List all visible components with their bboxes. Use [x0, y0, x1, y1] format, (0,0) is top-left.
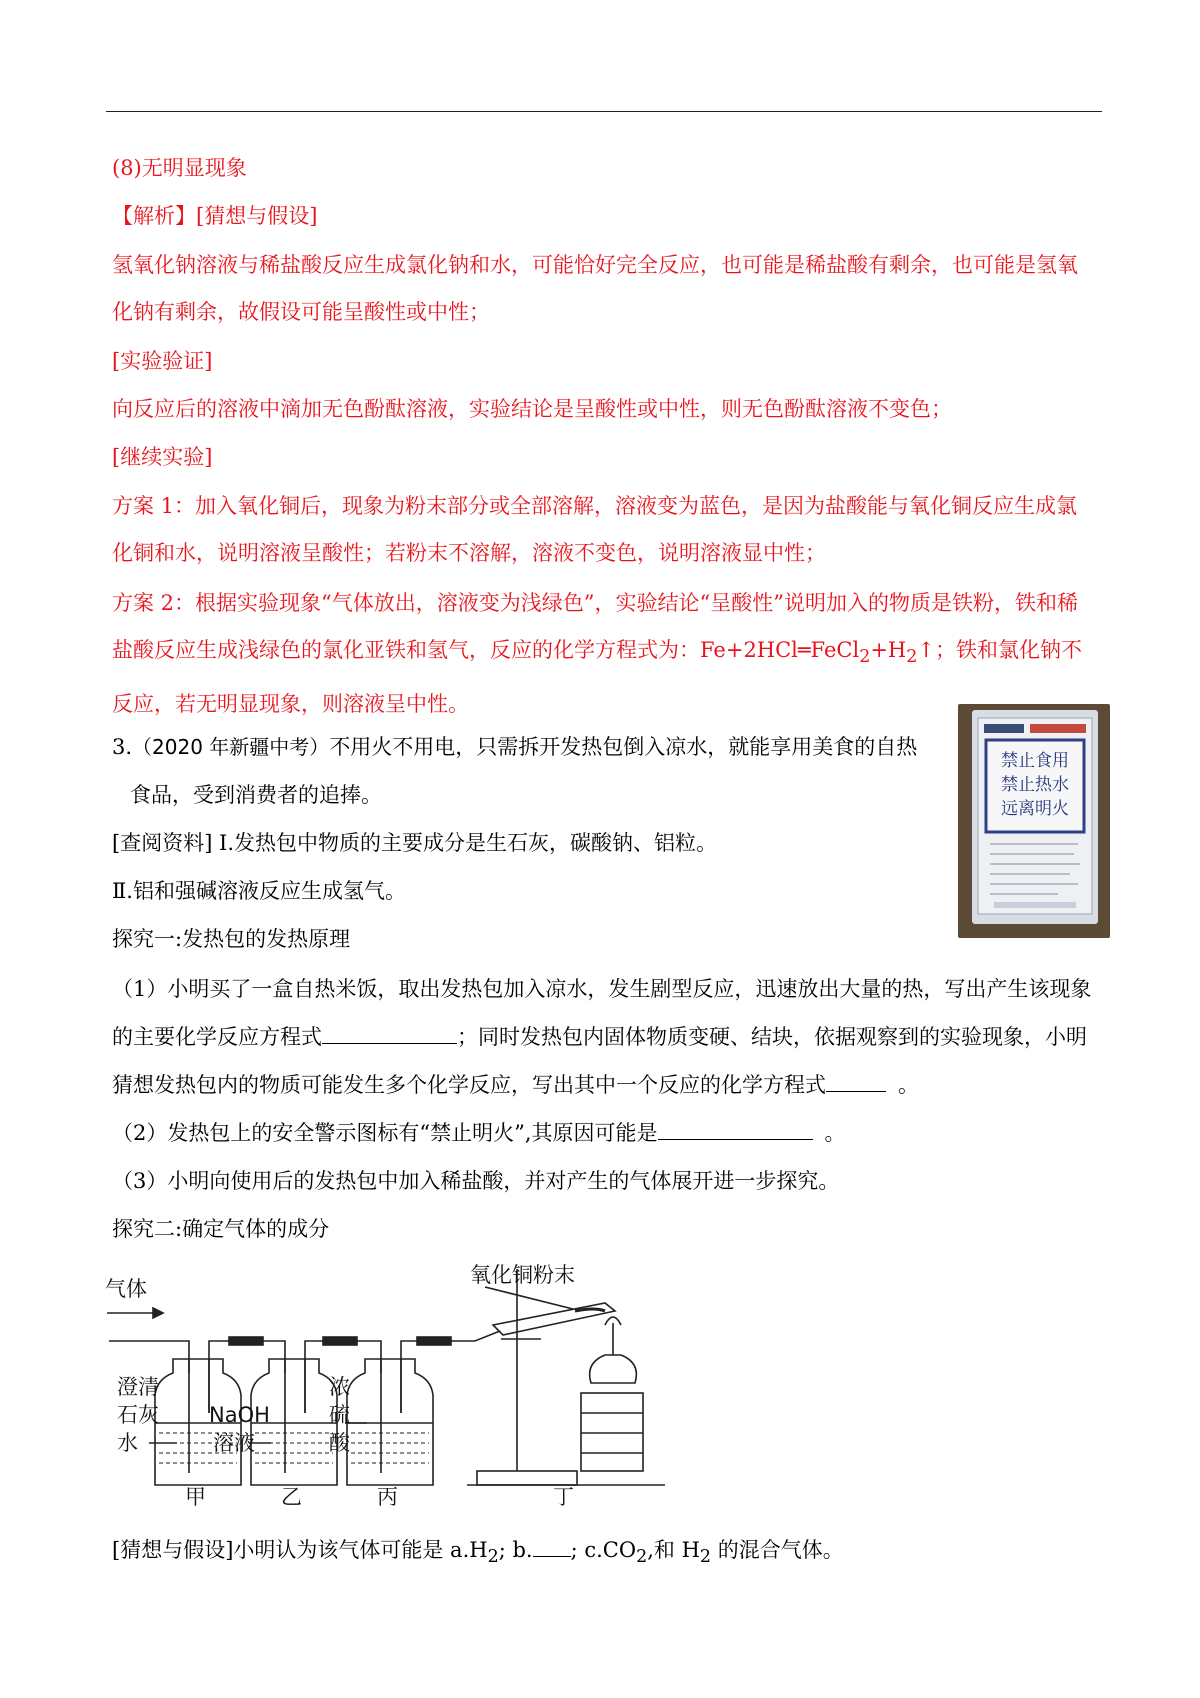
hypothesis-part: ; c.CO — [570, 1538, 637, 1562]
plan-2-text — [112, 580, 1098, 728]
sub-question-1-text: ；同时发热包内固体物质变硬、结块，依据观察到的实验现象，小明猜想发热包内的物质可能发生多个化学反应，写出其中一个反应的化学方程式 — [112, 1025, 1087, 1097]
header-rule — [106, 111, 1102, 112]
explore-1-title: 探究一:发热包的发热原理 — [112, 927, 351, 951]
hypothesis-part: 的混合气体。 — [711, 1538, 844, 1562]
sub-question-1-end: 。 — [898, 1073, 919, 1097]
limewater-label-3: 水 — [117, 1431, 138, 1455]
apparatus-diagram — [105, 1263, 745, 1511]
plan-1-text: 方案 1：加入氧化铜后，现象为粉末部分或全部溶解，溶液变为蓝色，是因为盐酸能与氧化铜反应生成氯化铜和水，说明溶液呈酸性；若粉末不溶解，溶液不变色，说明溶液显中性； — [112, 494, 1078, 565]
guess-section-label: [猜想与假设] — [196, 204, 318, 228]
naoh-label-1: NaOH — [209, 1403, 270, 1427]
limewater-label-1: 澄清 — [117, 1375, 159, 1399]
verify-section-title: [实验验证] — [112, 349, 213, 373]
continue-section-title: [继续实验] — [112, 445, 213, 469]
sub-question-2-end: 。 — [824, 1121, 846, 1145]
question-3-stem-line2: 食品，受到消费者的追捧。 — [130, 783, 382, 807]
plan-2-part: 方案 2：根据实验现象“气体放出，溶液变为浅绿色”，实验结论“呈酸性”说明加入的物质是铁粉，铁和稀盐酸反应生成浅绿色的氯化亚铁和氢气，反应的化学方程式为：Fe+2HCl═FeCl — [112, 591, 1078, 662]
pack-warning-line2: 禁止热水 — [1001, 775, 1069, 795]
heating-pack-photo — [958, 704, 1110, 938]
naoh-label-2: 溶液 — [213, 1431, 255, 1455]
pack-warning-line1: 禁止食用 — [1001, 751, 1069, 771]
sub-question-2-text: （2）发热包上的安全警示图标有“禁止明火”,其原因可能是 — [112, 1121, 658, 1145]
station-ding: 丁 — [553, 1485, 574, 1509]
pack-warning-line3: 远离明火 — [1001, 799, 1069, 819]
answer-blank[interactable] — [322, 1021, 457, 1044]
verify-section-text: 向反应后的溶液中滴加无色酚酞溶液，实验结论是呈酸性或中性，则无色酚酞溶液不变色； — [112, 397, 952, 421]
station-bing: 丙 — [377, 1485, 398, 1509]
reference-2: Ⅱ.铝和强碱溶液反应生成氢气。 — [112, 879, 406, 903]
hypothesis-part: ,和 H — [647, 1538, 700, 1562]
heating-pack-illustration — [958, 704, 1110, 938]
subscript: 2 — [699, 1547, 712, 1568]
gas-inlet-label: 气体 — [105, 1277, 147, 1301]
acid-label-2: 硫 — [329, 1403, 350, 1427]
hypothesis-part: ; b. — [498, 1538, 533, 1562]
analysis-heading — [112, 193, 1098, 240]
sub-question-3: （3）小明向使用后的发热包中加入稀盐酸，并对产生的气体展开进一步探究。 — [112, 1169, 840, 1193]
copper-oxide-label: 氧化铜粉末 — [470, 1263, 575, 1287]
subscript: 2 — [636, 1547, 648, 1568]
acid-label-1: 浓 — [329, 1375, 350, 1399]
analysis-label: 【解析】 — [112, 204, 196, 228]
limewater-label-2: 石灰 — [117, 1403, 159, 1427]
sub-question-1 — [112, 965, 1098, 1109]
apparatus-drawing — [105, 1263, 745, 1511]
acid-label-3: 酸 — [329, 1431, 350, 1455]
station-yi: 乙 — [281, 1485, 302, 1509]
analysis-guess-text: 氢氧化钠溶液与稀盐酸反应生成氯化钠和水，可能恰好完全反应，也可能是稀盐酸有剩余，也可能是氢氧化钠有剩余，故假设可能呈酸性或中性； — [112, 253, 1078, 324]
question-stem-line1: 不用火不用电，只需拆开发热包倒入凉水，就能享用美食的自热 — [329, 735, 918, 759]
sub-question-2 — [112, 1110, 1098, 1157]
question-number: 3. — [112, 735, 133, 759]
subscript: 2 — [906, 647, 918, 668]
answer-blank[interactable] — [533, 1534, 571, 1557]
station-jia: 甲 — [185, 1485, 206, 1509]
sub-question-1-text: （1）小明买了一盒自热米饭，取出发热包加入凉水，发生剧型反应，迅速放出大量的热，写出产生该现象的主要化学反应方程式 — [112, 977, 1092, 1049]
plan-2-part: ↑；铁和氯化钠不反应，若无明显现象，则溶液呈中性。 — [112, 638, 1082, 717]
reference-1: [查阅资料] I.发热包中物质的主要成分是生石灰，碳酸钠、铝粒。 — [112, 831, 718, 855]
explore-2-title: 探究二:确定气体的成分 — [112, 1217, 330, 1241]
answer-blank[interactable] — [826, 1069, 886, 1092]
answer-blank[interactable] — [658, 1117, 813, 1140]
question-3-stem — [112, 724, 942, 771]
plan-2-part: +H — [870, 638, 907, 662]
hypothesis-line — [112, 1527, 1098, 1581]
hypothesis-part: [猜想与假设]小明认为该气体可能是 a.H — [112, 1538, 488, 1562]
question-source: （2020 年新疆中考） — [132, 735, 330, 759]
subscript: 2 — [487, 1547, 499, 1568]
subscript: 2 — [859, 647, 871, 668]
answer-8: (8)无明显现象 — [112, 156, 247, 180]
